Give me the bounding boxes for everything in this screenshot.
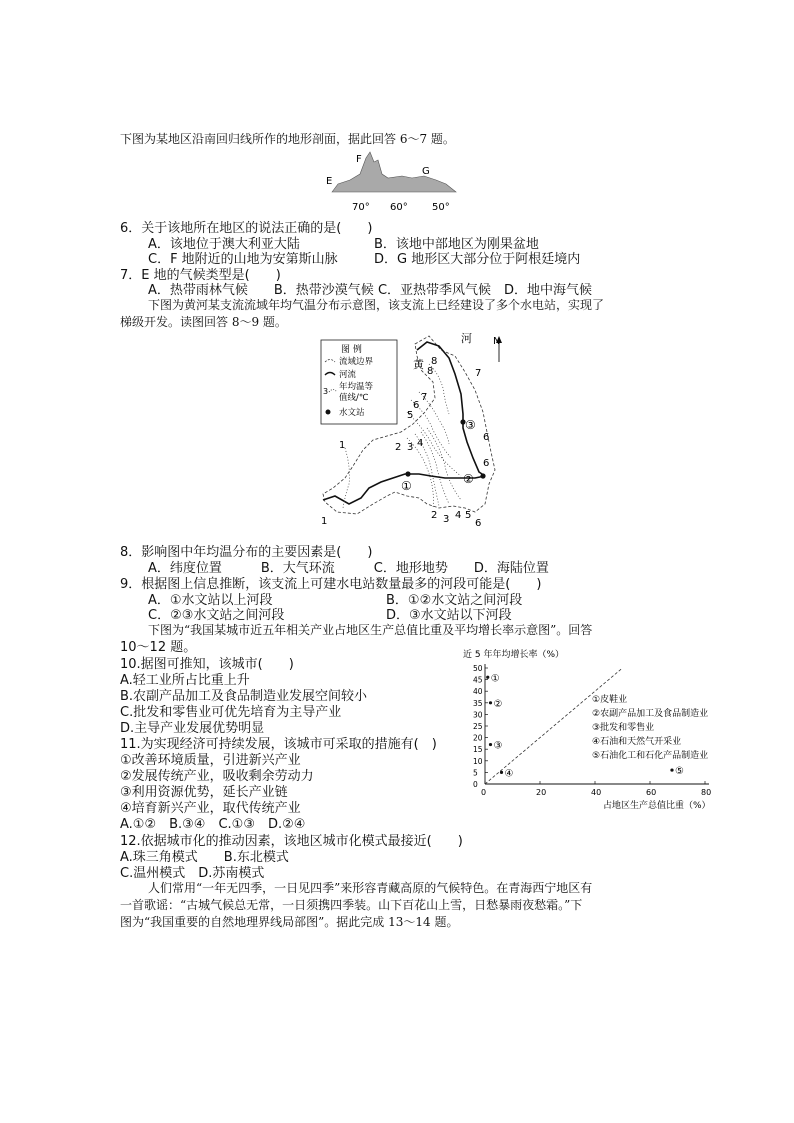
q8-stem: 8．影响图中年均温分布的主要因素是( ) xyxy=(120,545,373,560)
station-dot xyxy=(405,471,410,476)
river-label-he: 河 xyxy=(461,332,472,345)
iso-num: 6 xyxy=(483,432,490,443)
iso-num: 2 xyxy=(395,442,402,453)
label-g: G xyxy=(422,166,430,177)
label-e: E xyxy=(326,176,333,187)
iso-num: 5 xyxy=(407,410,414,421)
q12-options-line2: C.温州模式 D.苏南模式 xyxy=(120,866,265,881)
river-label-huang: 黄 xyxy=(413,358,424,371)
legend-boundary: 流域边界 xyxy=(339,357,374,367)
y-tick-label: 15 xyxy=(473,745,483,755)
data-point xyxy=(500,771,503,774)
data-point xyxy=(489,701,492,704)
intro-6-7: 下图为某地区沿南回归线所作的地形剖面，据此回答 6～7 题。 xyxy=(120,132,455,146)
q11-item-1: ①改善环境质量，引进新兴产业 xyxy=(120,753,301,768)
legend-station-symbol xyxy=(326,410,331,415)
data-point-label: ④ xyxy=(504,768,514,780)
y-tick-label: 45 xyxy=(473,675,483,685)
legend-isotherm-1: 年均温等 xyxy=(339,382,374,392)
north-label: N xyxy=(493,336,501,347)
data-point xyxy=(489,743,492,746)
legend-isotherm-num: 3 xyxy=(323,387,329,396)
q10-option-d: D.主导产业发展优势明显 xyxy=(120,721,265,736)
lon-70: 70° xyxy=(352,202,370,213)
q7-stem: 7．E 地的气候类型是( ) xyxy=(120,268,281,283)
x-tick-label: 80 xyxy=(701,788,712,797)
y-tick-label: 30 xyxy=(473,710,483,720)
y-tick-label: 10 xyxy=(473,756,483,766)
growth-share-scatter-chart xyxy=(455,644,730,819)
river-basin-map xyxy=(315,328,515,533)
q6-option-a: A．该地位于澳大利亚大陆 xyxy=(148,237,300,252)
legend-entry: ③批发和零售业 xyxy=(592,723,655,733)
intro-13-14-line3: 图为“我国重要的自然地理界线局部图”。据此完成 13～14 题。 xyxy=(120,915,459,929)
x-tick-label: 0 xyxy=(481,788,487,797)
x-tick-label: 20 xyxy=(536,788,547,797)
q11-item-3: ③利用资源优势，延长产业链 xyxy=(120,785,288,800)
y-tick-label: 5 xyxy=(473,768,478,778)
q11-options: A.①② B.③④ C.①③ D.②④ xyxy=(120,817,306,832)
iso-num: 6 xyxy=(483,458,490,469)
iso-num: 7 xyxy=(475,368,482,379)
y-tick-label: 35 xyxy=(473,698,483,708)
iso-num: 4 xyxy=(455,510,462,521)
data-point-label: ③ xyxy=(493,740,503,752)
q6-option-b: B．该地中部地区为刚果盆地 xyxy=(374,237,539,252)
q9-stem: 9．根据图上信息推断，该支流上可建水电站数量最多的河段可能是( ) xyxy=(120,577,542,592)
intro-13-14-line1: 人们常用“一年无四季，一日见四季”来形容青藏高原的气候特色。在青海西宁地区有 xyxy=(148,881,593,895)
label-f: F xyxy=(356,154,362,165)
legend-entry: ④石油和天然气开采业 xyxy=(592,737,682,747)
q10-option-a: A.轻工业所占比重上升 xyxy=(120,673,250,688)
intro-8-9-line2: 梯级开发。读图回答 8～9 题。 xyxy=(120,315,287,329)
legend-entry: ②农副产品加工及食品制造业 xyxy=(592,709,709,719)
terrain-profile-figure xyxy=(318,148,478,218)
y-tick-label: 50 xyxy=(473,664,483,673)
q9-option-a: A．①水文站以上河段 xyxy=(148,593,273,608)
legend-title: 图 例 xyxy=(341,345,362,355)
q8-options: A．纬度位置 B．大气环流 C．地形地势 D．海陆位置 xyxy=(148,561,549,576)
station-dot xyxy=(480,473,485,478)
q6-option-d: D．G 地形区大部分位于阿根廷境内 xyxy=(374,252,581,267)
iso-num: 4 xyxy=(417,438,424,449)
chart-xlabel: 占地区生产总值比重（%） xyxy=(603,801,711,811)
iso-num: 5 xyxy=(465,510,472,521)
legend-entry: ①皮鞋业 xyxy=(592,695,628,705)
q9-option-d: D．③水文站以下河段 xyxy=(386,608,512,623)
iso-num: 8 xyxy=(431,356,438,367)
iso-num: 7 xyxy=(421,392,428,403)
station-2: ② xyxy=(463,472,474,486)
q6-option-c: C．F 地附近的山地为安第斯山脉 xyxy=(148,252,338,267)
q11-item-2: ②发展传统产业，吸收剩余劳动力 xyxy=(120,769,314,784)
q12-stem: 12.依据城市化的推动因素，该地区城市化模式最接近( ) xyxy=(120,834,463,849)
iso-num: 8 xyxy=(427,366,434,377)
q6-stem: 6．关于该地所在地区的说法正确的是( ) xyxy=(120,221,373,236)
intro-10-12-line1: 下图为“我国某城市近五年相关产业占地区生产总值比重及平均增长率示意图”。回答 xyxy=(148,623,593,637)
q11-stem: 11.为实现经济可持续发展，该城市可采取的措施有( ) xyxy=(120,737,437,752)
iso-num: 3 xyxy=(407,442,414,453)
x-tick-label: 60 xyxy=(646,788,657,797)
legend-station: 水文站 xyxy=(339,408,365,418)
iso-num: 1 xyxy=(321,516,328,527)
y-tick-label: 25 xyxy=(473,722,483,731)
terrain-profile-shape xyxy=(332,152,456,192)
q10-option-c: C.批发和零售业可优先培育为主导产业 xyxy=(120,705,342,720)
chart-title: 近 5 年年均增长率（%） xyxy=(463,650,565,660)
station-3: ③ xyxy=(465,418,476,432)
q12-options-line1: A.珠三角模式 B.东北模式 xyxy=(120,850,289,865)
chart-points xyxy=(486,673,684,779)
iso-num: 3 xyxy=(443,514,450,525)
q10-option-b: B.农副产品加工及食品制造业发展空间较小 xyxy=(120,689,368,704)
intro-13-14-line2: 一首歌谣：“古城气候总无常，一日须携四季装。山下百花山上雪，日愁暴雨夜愁霜。”下 xyxy=(120,898,583,912)
chart-legend xyxy=(592,693,708,761)
y-tick-label: 40 xyxy=(473,687,483,697)
iso-num: 6 xyxy=(413,400,420,411)
q10-stem: 10.据图可推知，该城市( ) xyxy=(120,657,294,672)
station-1: ① xyxy=(401,479,412,493)
data-point-label: ② xyxy=(493,698,503,710)
x-tick-label: 40 xyxy=(591,788,602,797)
data-point-label: ⑤ xyxy=(675,766,684,778)
legend-entry: ⑤石油化工和石化产品制造业 xyxy=(592,751,709,761)
q9-option-b: B．①②水文站之间河段 xyxy=(386,593,523,608)
y-tick-label: 0 xyxy=(473,780,478,789)
data-point-label: ① xyxy=(490,673,500,685)
intro-10-12-line2: 10～12 题。 xyxy=(120,640,197,655)
q7-options: A．热带雨林气候 B．热带沙漠气候 C．亚热带季风气候 D．地中海气候 xyxy=(148,283,593,298)
lon-50: 50° xyxy=(432,202,450,213)
iso-num: 2 xyxy=(431,510,438,521)
y-tick-label: 20 xyxy=(473,733,483,743)
legend-river: 河流 xyxy=(339,370,357,380)
intro-8-9-line1: 下图为黄河某支流流域年均气温分布示意图，该支流上已经建设了多个水电站，实现了 xyxy=(148,298,605,312)
data-point xyxy=(670,768,673,771)
iso-num: 1 xyxy=(339,440,346,451)
data-point xyxy=(486,676,489,679)
legend-isotherm-2: 值线/℃ xyxy=(339,393,369,403)
q9-option-c: C．②③水文站之间河段 xyxy=(148,608,285,623)
lon-60: 60° xyxy=(390,202,408,213)
q11-item-4: ④培育新兴产业，取代传统产业 xyxy=(120,801,301,816)
iso-num: 6 xyxy=(475,518,482,529)
